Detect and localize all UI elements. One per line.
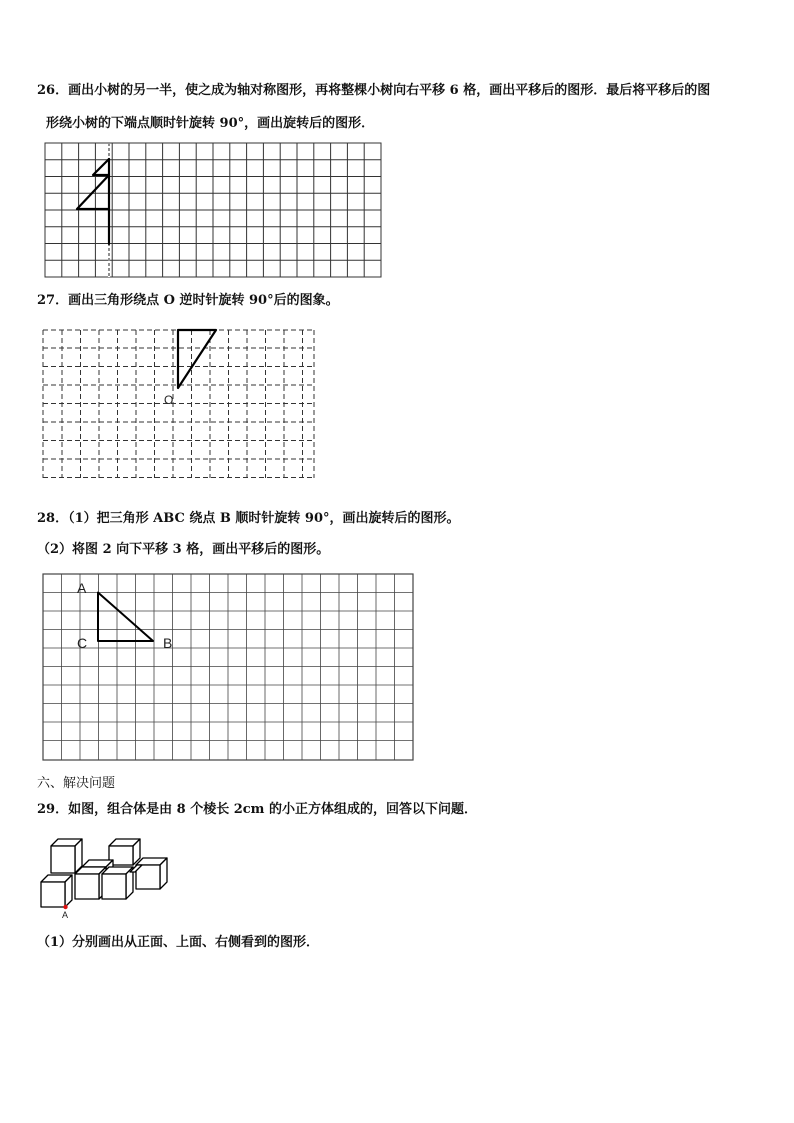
q28-part2-text: （2）将图 2 向下平移 3 格，画出平移后的图形。 bbox=[37, 542, 330, 557]
q29-sub1-text: （1）分别画出从正面、上面、右侧看到的图形． bbox=[37, 935, 320, 950]
q26-text-line2: 形绕小树的下端点顺时针旋转 90°，画出旋转后的图形． bbox=[46, 116, 375, 131]
q28-grid-figure bbox=[42, 573, 416, 763]
q27-point-o-label: O bbox=[164, 393, 174, 407]
q29-point-a-label: A bbox=[62, 910, 69, 920]
q29-cube-figure bbox=[36, 834, 176, 924]
q29-cube bbox=[136, 858, 167, 889]
q27-text: 27．画出三角形绕点 O 逆时针旋转 90°后的图象。 bbox=[37, 293, 339, 308]
q29-point-a-dot bbox=[63, 905, 67, 909]
q26-text-line1: 26．画出小树的另一半，使之成为轴对称图形，再将整棵小树向右平移 6 格，画出平移后的图形．最后将平移后的图 bbox=[37, 83, 711, 98]
q26-grid-figure bbox=[44, 142, 384, 280]
q28-label-c: C bbox=[77, 635, 88, 651]
q26-tree-half bbox=[77, 159, 109, 244]
q29-text: 29．如图，组合体是由 8 个棱长 2cm 的小正方体组成的，回答以下问题． bbox=[37, 802, 477, 817]
q29-cube bbox=[41, 875, 72, 907]
q28-label-a: A bbox=[77, 580, 87, 596]
q28-label-b: B bbox=[163, 635, 173, 651]
q28-triangle-abc bbox=[98, 593, 153, 642]
section-title: 六、解决问题 bbox=[37, 776, 116, 791]
q27-grid-figure bbox=[40, 328, 320, 488]
q28-part1-text: 28．（1）把三角形 ABC 绕点 B 顺时针旋转 90°，画出旋转后的图形。 bbox=[37, 511, 460, 526]
q29-cube bbox=[102, 867, 133, 899]
q29-cube bbox=[51, 839, 82, 873]
